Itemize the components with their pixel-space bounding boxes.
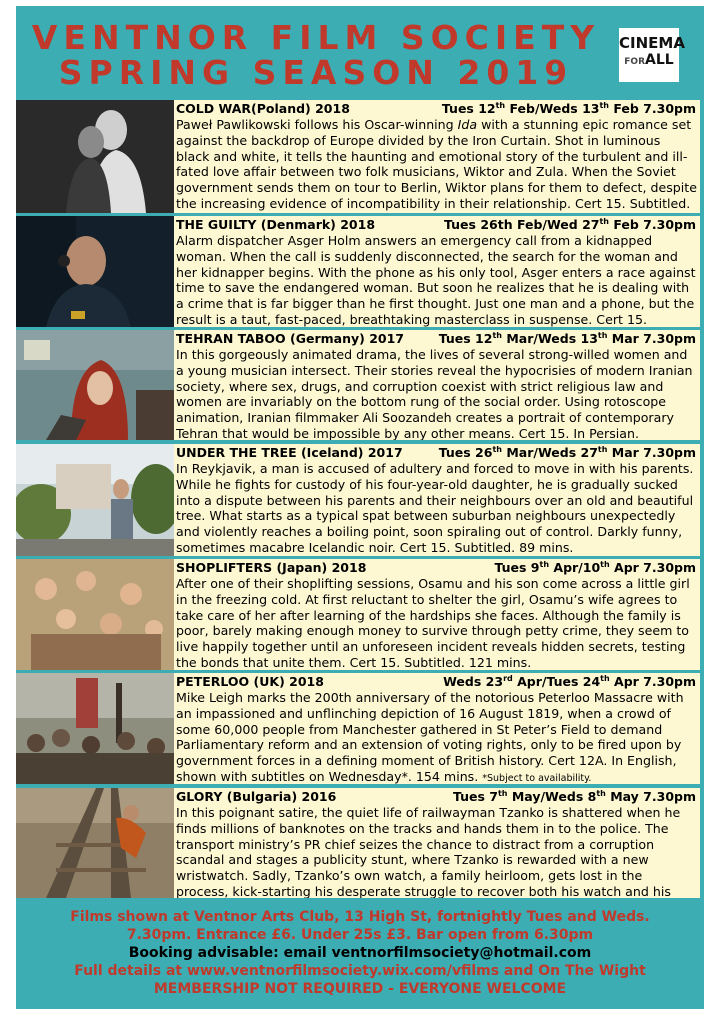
film-heading <box>176 217 696 233</box>
film-info-panel <box>174 330 700 440</box>
film-heading <box>176 560 696 576</box>
film-heading <box>176 445 696 461</box>
film-still-image <box>16 100 174 213</box>
film-description: In this poignant satire, the quiet life of railwayman Tzanko is shattered when he finds millions of banknotes on the tracks and hands them in to the police. The transport ministry’s PR chief seizes the chance to distract from a corruption scandal and stages a publicity stunt, where Tzanko is rewarded with a new wristwatch. Sadly, Tzanko’s own watch, a family heirloom, gets lost in the process, kick-starting his desperate struggle to recover both his watch and his <box>176 805 681 898</box>
film-entry <box>16 788 704 898</box>
logo-text-for-all <box>619 52 679 68</box>
logo-text-for: FOR <box>624 57 646 67</box>
film-dates: Tues 26th Mar/Weds 27th Mar 7.30pm <box>438 445 696 461</box>
film-info-panel <box>174 216 700 327</box>
film-title: UNDER THE TREE (Iceland) 2017 <box>176 445 403 460</box>
film-info-panel <box>174 673 700 784</box>
film-title: PETERLOO (UK) 2018 <box>176 674 324 689</box>
film-dates: Weds 23rd Apr/Tues 24th Apr 7.30pm <box>443 674 696 690</box>
film-description: In Reykjavik, a man is accused of adultery and forced to move in with his parents. While he fights for custody of his four-year-old daughter, he is gradually sucked into a dispute between his parents and their neighbours over an old and beautiful tree. What starts as a typical spat between suburban neighbours unexpectedly and violently reaches a boiling point, soon spiraling out of control. Darkly funny, sometimes macabre Icelandic noir. Cert 15. Subtitled. 89 mins. <box>176 461 694 555</box>
film-description: Paweł Pawlikowski follows his Oscar-winning Ida with a stunning epic romance set against the backdrop of Europe divided by the Iron Curtain. Shot in luminous black and white, it tells the haunting and emotional story of the turbulent and ill-fated love affair between two folk musicians, Wiktor and Zula. When the Soviet government sends them on tour to Berlin, Wiktor plans for them to defect, despite the increasing evidence of incompatibility in their relationship. Cert 15. Subtitled. <box>176 117 697 211</box>
film-info-panel <box>174 444 700 556</box>
film-dates: Tues 7th May/Weds 8th May 7.30pm <box>452 789 696 805</box>
film-title: GLORY (Bulgaria) 2016 <box>176 789 337 804</box>
film-description: In this gorgeously animated drama, the lives of several strong-willed women and a young musician intersect. Their stories reveal the hypocrisies of modern Iranian society, where sex, drugs, and corruption coexist with strict religious law and women are invariably on the bottom rung of the social order. Using rotoscope animation, Iranian filmmaker Ali Soozandeh creates a portrait of contemporary Tehran that would be impossible by any other means. Cert 15. In Persian. <box>176 347 693 440</box>
film-still-image <box>16 559 174 670</box>
film-entry <box>16 216 704 327</box>
season-subtitle: SPRING SEASON 2019 <box>58 53 574 92</box>
film-dates: Tues 26th Feb/Wed 27th Feb 7.30pm <box>444 217 696 233</box>
film-title: SHOPLIFTERS (Japan) 2018 <box>176 560 367 575</box>
logo-text-all: ALL <box>645 52 674 68</box>
header <box>16 6 704 100</box>
footer-booking: Booking advisable: email ventnorfilmsociety@hotmail.com <box>128 945 592 961</box>
footer-venue: Films shown at Ventnor Arts Club, 13 High St, fortnightly Tues and Weds. <box>70 909 650 925</box>
footer <box>16 904 704 998</box>
film-entry <box>16 673 704 784</box>
film-title: TEHRAN TABOO (Germany) 2017 <box>176 331 404 346</box>
footer-details: Full details at www.ventnorfilmsociety.wix.com/vfilms and On The Wight <box>74 963 646 979</box>
film-still-image <box>16 788 174 898</box>
film-dates: Tues 12th Feb/Weds 13th Feb 7.30pm <box>441 101 696 117</box>
film-title: COLD WAR(Poland) 2018 <box>176 101 350 116</box>
poster <box>16 6 704 1009</box>
film-description: Mike Leigh marks the 200th anniversary of the notorious Peterloo Massacre with an impassioned and unflinching depiction of 16 August 1819, when a crowd of some 60,000 people from Manchester gathered in St Peter’s Field to demand Parliamentary reform and an extension of voting rights, only to be fired upon by government forces in a defining moment of British history. Cert 12A. In English, shown with subtitles on Wednesday*. 154 mins. *Subject to availability. <box>176 690 684 784</box>
page-title: VENTNOR FILM SOCIETY <box>31 18 601 57</box>
film-heading <box>176 789 696 805</box>
film-description: Alarm dispatcher Asger Holm answers an emergency call from a kidnapped woman. When the call is suddenly disconnected, the search for the woman and her kidnapper begins. With the phone as his only tool, Asger enters a race against time to save the endangered woman. But soon he realizes that he is dealing with a crime that is far bigger than he first thought. Just one man and a phone, but the result is a taut, fast-paced, breathtaking masterclass in suspense. Cert 15. <box>176 233 696 327</box>
film-info-panel <box>174 100 700 213</box>
film-entry <box>16 330 704 440</box>
film-dates: Tues 9th Apr/10th Apr 7.30pm <box>494 560 696 576</box>
film-still-image <box>16 216 174 327</box>
film-entry <box>16 559 704 670</box>
film-entry <box>16 100 704 213</box>
film-title: THE GUILTY (Denmark) 2018 <box>176 217 376 232</box>
film-entry <box>16 444 704 556</box>
film-description: After one of their shoplifting sessions, Osamu and his son come across a little girl in the freezing cold. At first reluctant to shelter the girl, Osamu’s wife agrees to take care of her after learning of the hardships she faces. Although the family is poor, barely making enough money to survive through petty crime, they seem to live happily together until an unforeseen incident reveals hidden secrets, testing the bonds that unite them. Cert 15. Subtitled. 121 mins. <box>176 576 690 670</box>
film-info-panel <box>174 559 700 670</box>
film-heading <box>176 101 696 117</box>
film-still-image <box>16 330 174 440</box>
film-dates: Tues 12th Mar/Weds 13th Mar 7.30pm <box>438 331 696 347</box>
film-heading <box>176 674 696 690</box>
footer-membership: MEMBERSHIP NOT REQUIRED - EVERYONE WELCOME <box>153 981 567 997</box>
footer-prices: 7.30pm. Entrance £6. Under 25s £3. Bar open from 6.30pm <box>126 927 594 943</box>
availability-note: *Subject to availability. <box>482 772 592 784</box>
film-still-image <box>16 673 174 784</box>
film-still-image <box>16 444 174 556</box>
logo-text-cinema: CINEMA <box>619 34 685 52</box>
film-info-panel <box>174 788 700 898</box>
film-heading <box>176 331 696 347</box>
cinema-for-all-logo <box>619 28 685 82</box>
